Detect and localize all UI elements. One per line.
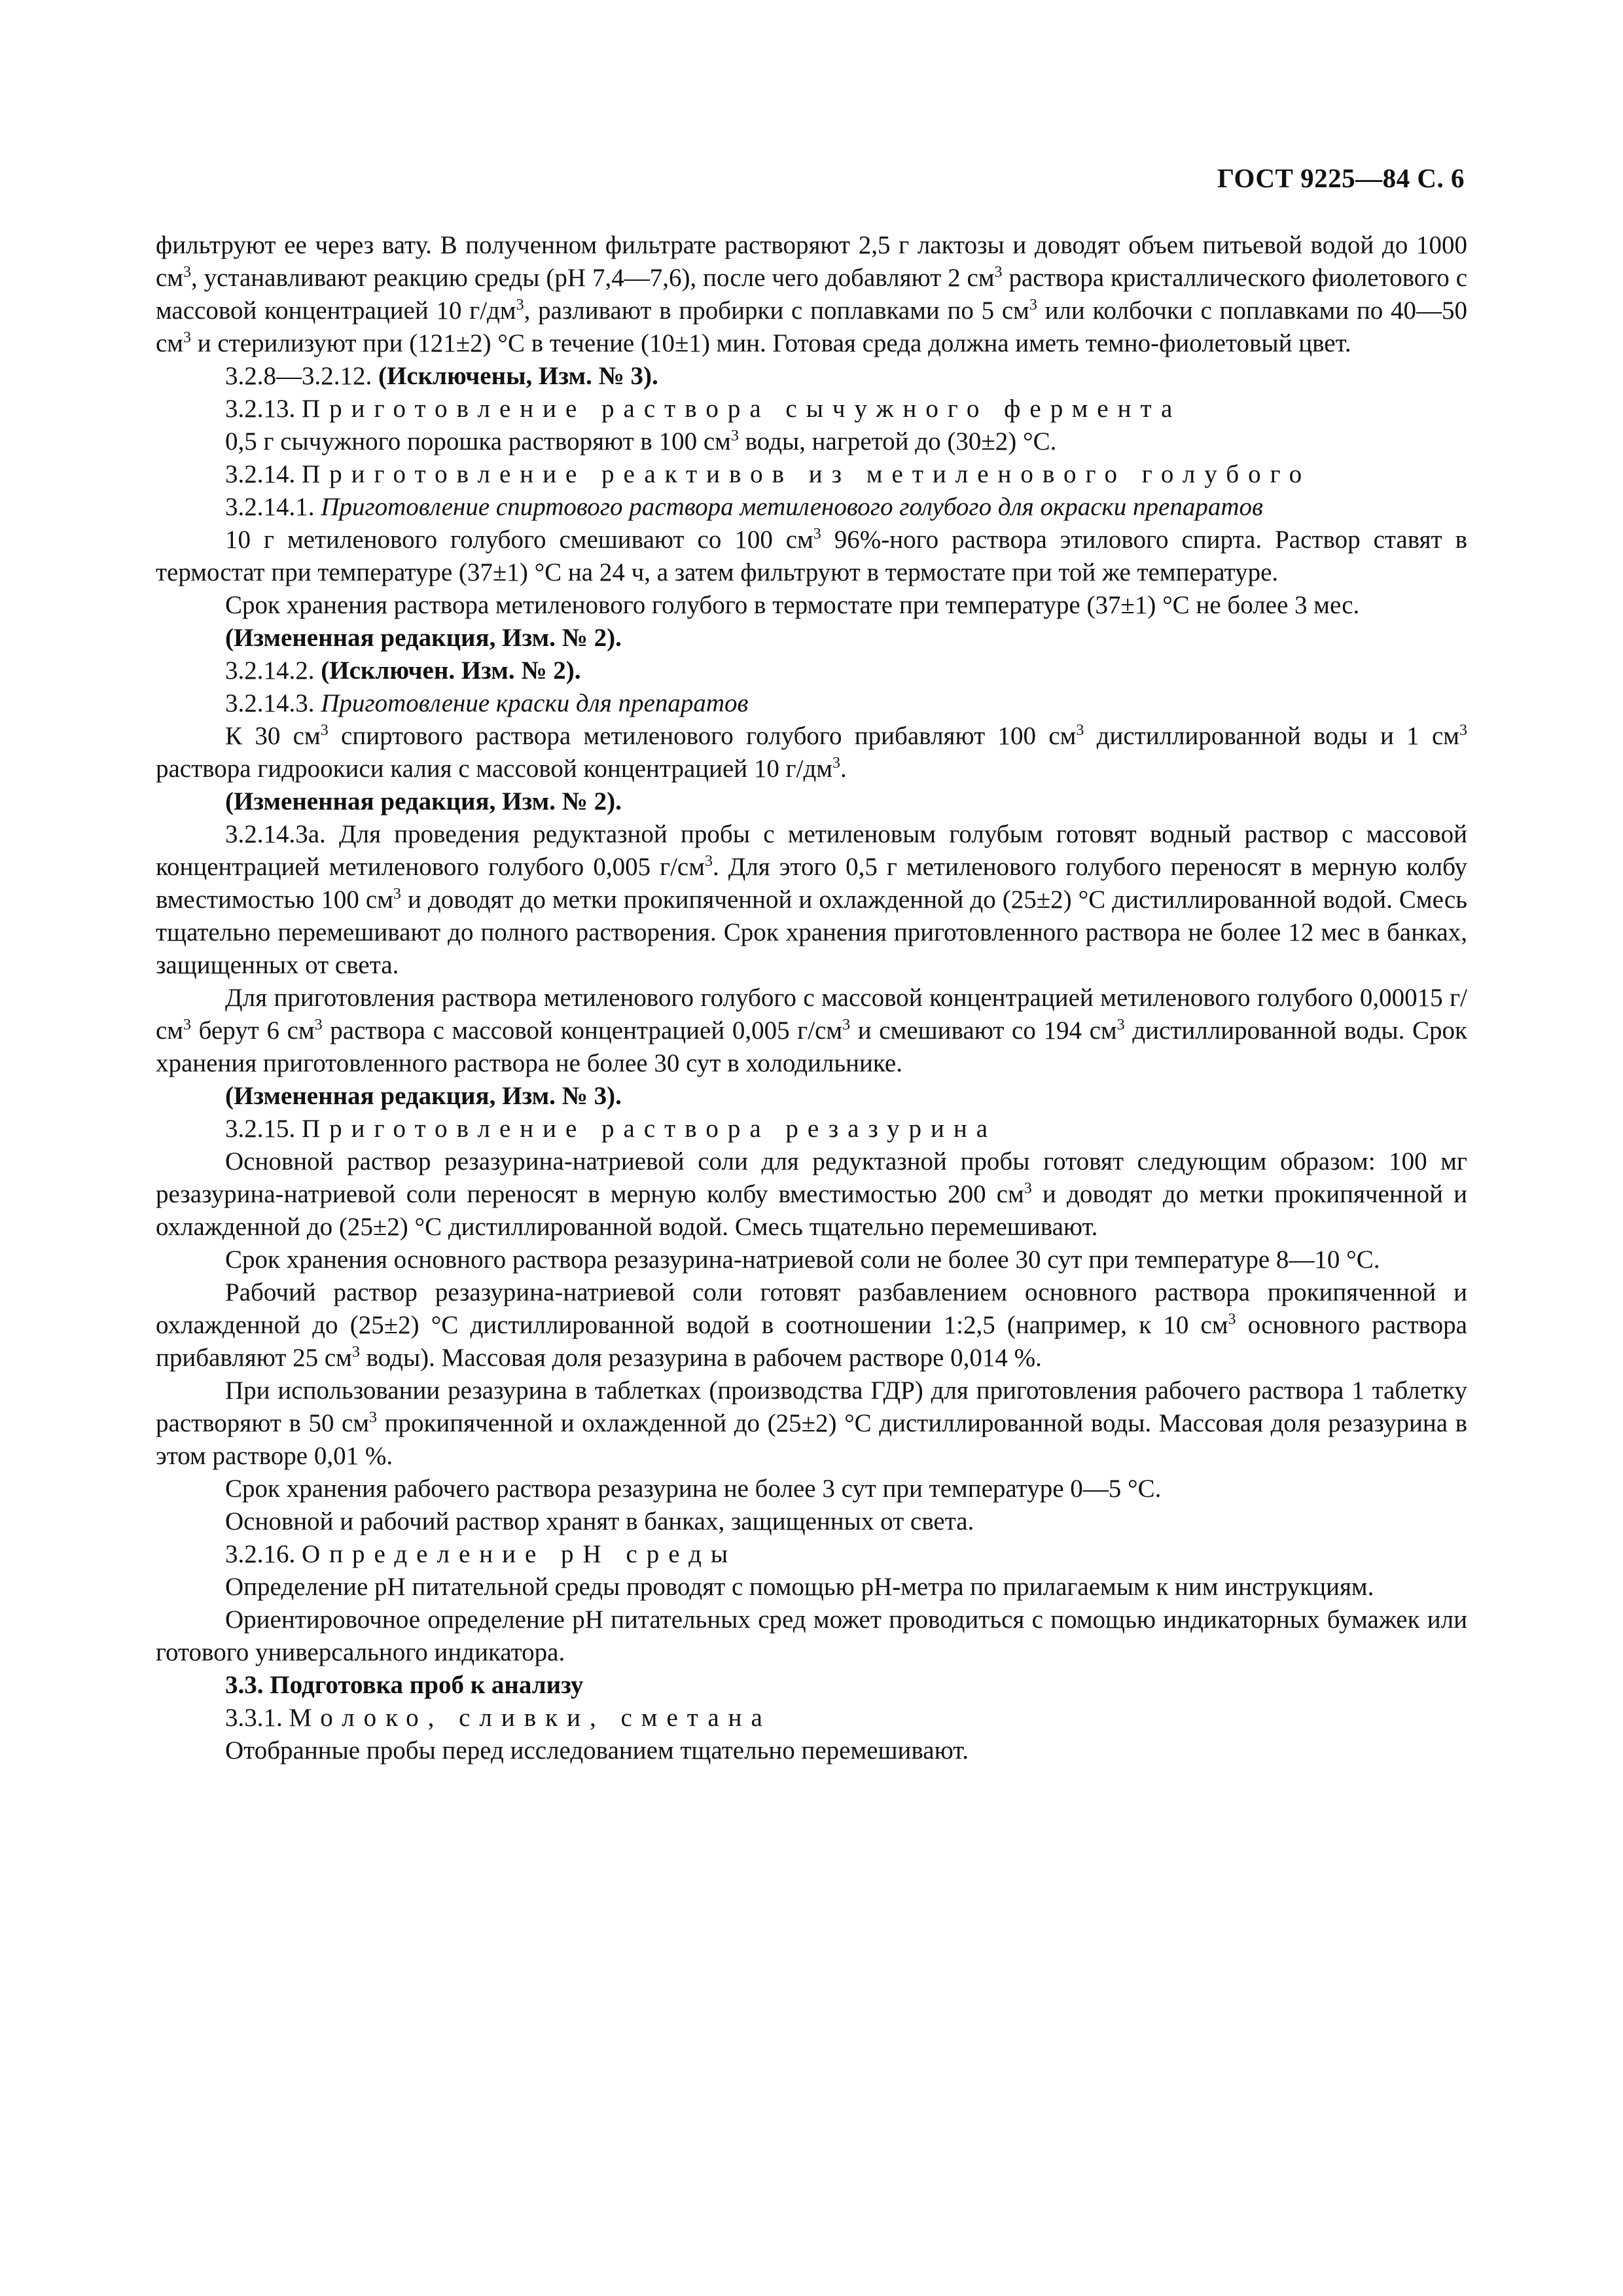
section-heading: 3.3.1. Молоко, сливки, сметана xyxy=(225,1704,772,1732)
paragraph: Срок хранения рабочего раствора резазурина не более 3 сут при температуре 0—5 °С. xyxy=(225,1475,1162,1503)
paragraph: Основной раствор резазурина-натриевой соли для редуктазной пробы готовят следующим образом: 100 мг резазурина-натриевой соли переносят в мерную колбу вместимостью 200 $см^3$ и доводят до метки прокипяченной и охлажденной до (25±2) °С дистиллированной водой. Смесь тщательно перемешивают. xyxy=(156,1147,1467,1241)
paragraph: При использовании резазурина в таблетках (производства ГДР) для приготовления рабочего раствора 1 таблетку растворяют в 50 $см^3$ прокипяченной и охлажденной до (25±2) °С дистиллированной воды. Массовая доля резазурина в этом растворе 0,01 %. xyxy=(156,1376,1468,1470)
section-excluded: 3.2.14.2. (Исключен. Изм. № 2). xyxy=(225,656,581,685)
section-heading: 3.2.16. Определение pH среды xyxy=(225,1540,738,1568)
paragraph: Срок хранения основного раствора резазурина-натриевой соли не более 30 сут при температуре 8—10 °С. xyxy=(225,1246,1380,1274)
section-title: 3.3. Подготовка проб к анализу xyxy=(225,1671,584,1699)
paragraph: Определение pH питательной среды проводят с помощью pH-метра по прилагаемым к ним инструкциям. xyxy=(225,1573,1374,1601)
section-excluded: 3.2.8—3.2.12. (Исключены, Изм. № 3). xyxy=(225,362,658,390)
paragraph: Рабочий раствор резазурина-натриевой соли готовят разбавлением основного раствора прокипяченной и охлажденной до (25±2) °С дистиллированной водой в соотношении 1:2,5 (например, к 10 $см^3$ основного раствора прибавляют 25 $см^3$ воды). Массовая доля резазурина в рабочем растворе 0,014 %. xyxy=(156,1278,1467,1372)
paragraph: Ориентировочное определение pH питательных сред может проводиться с помощью индикаторных бумажек или готового универсального индикатора. xyxy=(156,1605,1467,1666)
paragraph: 3.2.14.3а. Для проведения редуктазной пробы с метиленовым голубым готовят водный раствор с массовой концентрацией метиленового голубого 0,005 $г/см^3$. Для этого 0,5 г метиленового голубого переносят в мерную колбу вместимостью 100 $см^3$ и доводят до метки прокипяченной и охлажденной до (25±2) °С дистиллированной водой. Смесь тщательно перемешивают до полного растворения. Срок хранения приготовленного раствора не более 12 мес в банках, защищенных от света. xyxy=(156,820,1467,979)
paragraph: 10 г метиленового голубого смешивают со 100 $см^3$ 96%-ного раствора этилового спирта. Раствор ставят в термостат при температуре (37±1) °С на 24 ч, а затем фильтруют в термостате при той же температуре. xyxy=(156,526,1468,586)
paragraph: Отобранные пробы перед исследованием тщательно перемешивают. xyxy=(225,1736,969,1765)
paragraph: Срок хранения раствора метиленового голубого в термостате при температуре (37±1) °С не более 3 мес. xyxy=(225,591,1360,619)
amendment-note: (Измененная редакция, Изм. № 3). xyxy=(225,1082,622,1110)
subsection-heading: 3.2.14.1. Приготовление спиртового раствора метиленового голубого для окраски препаратов xyxy=(225,493,1263,521)
paragraph: 0,5 г сычужного порошка растворяют в 100 $см^3$ воды, нагретой до (30±2) °С. xyxy=(225,427,1057,456)
section-heading: 3.2.14. Приготовление реактивов из метиленового голубого xyxy=(225,460,1311,488)
paragraph: фильтруют ее через вату. В полученном фильтрате растворяют 2,5 г лактозы и доводят объем питьевой водой до 1000 $см^3$, устанавливают реакцию среды (pH 7,4—7,6), после чего добавляют 2 $см^3$ раствора кристаллического фиолетового с массовой концентрацией 10 $г/дм^3$, разливают в пробирки с поплавками по 5 $см^3$ или колбочки с поплавками по 40—50 $см^3$ и стерилизуют при (121±2) °С в течение (10±1) мин. Готовая среда должна иметь темно-фиолетовый цвет. xyxy=(156,231,1468,357)
subsection-heading: 3.2.14.3. Приготовление краски для препаратов xyxy=(225,689,749,717)
amendment-note: (Измененная редакция, Изм. № 2). xyxy=(225,787,622,816)
document-body xyxy=(156,229,1467,1767)
paragraph: Основной и рабочий раствор хранят в банках, защищенных от света. xyxy=(225,1507,974,1535)
paragraph: К 30 $см^3$ спиртового раствора метиленового голубого прибавляют 100 $см^3$ дистиллированной воды и 1 $см^3$ раствора гидроокиси калия с массовой концентрацией 10 $г/дм^3$. xyxy=(156,722,1467,783)
paragraph: Для приготовления раствора метиленового голубого с массовой концентрацией метиленового голубого 0,00015 $г/см^3$ берут 6 $см^3$ раствора с массовой концентрацией 0,005 $г/см^3$ и смешивают со 194 $см^3$ дистиллированной воды. Срок хранения приготовленного раствора не более 30 сут в холодильнике. xyxy=(156,984,1467,1077)
section-heading: 3.2.15. Приготовление раствора резазурина xyxy=(225,1115,997,1143)
amendment-note: (Измененная редакция, Изм. № 2). xyxy=(225,624,622,652)
page-header: ГОСТ 9225—84 С. 6 xyxy=(1217,163,1465,193)
section-heading: 3.2.13. Приготовление раствора сычужного фермента xyxy=(225,395,1182,423)
